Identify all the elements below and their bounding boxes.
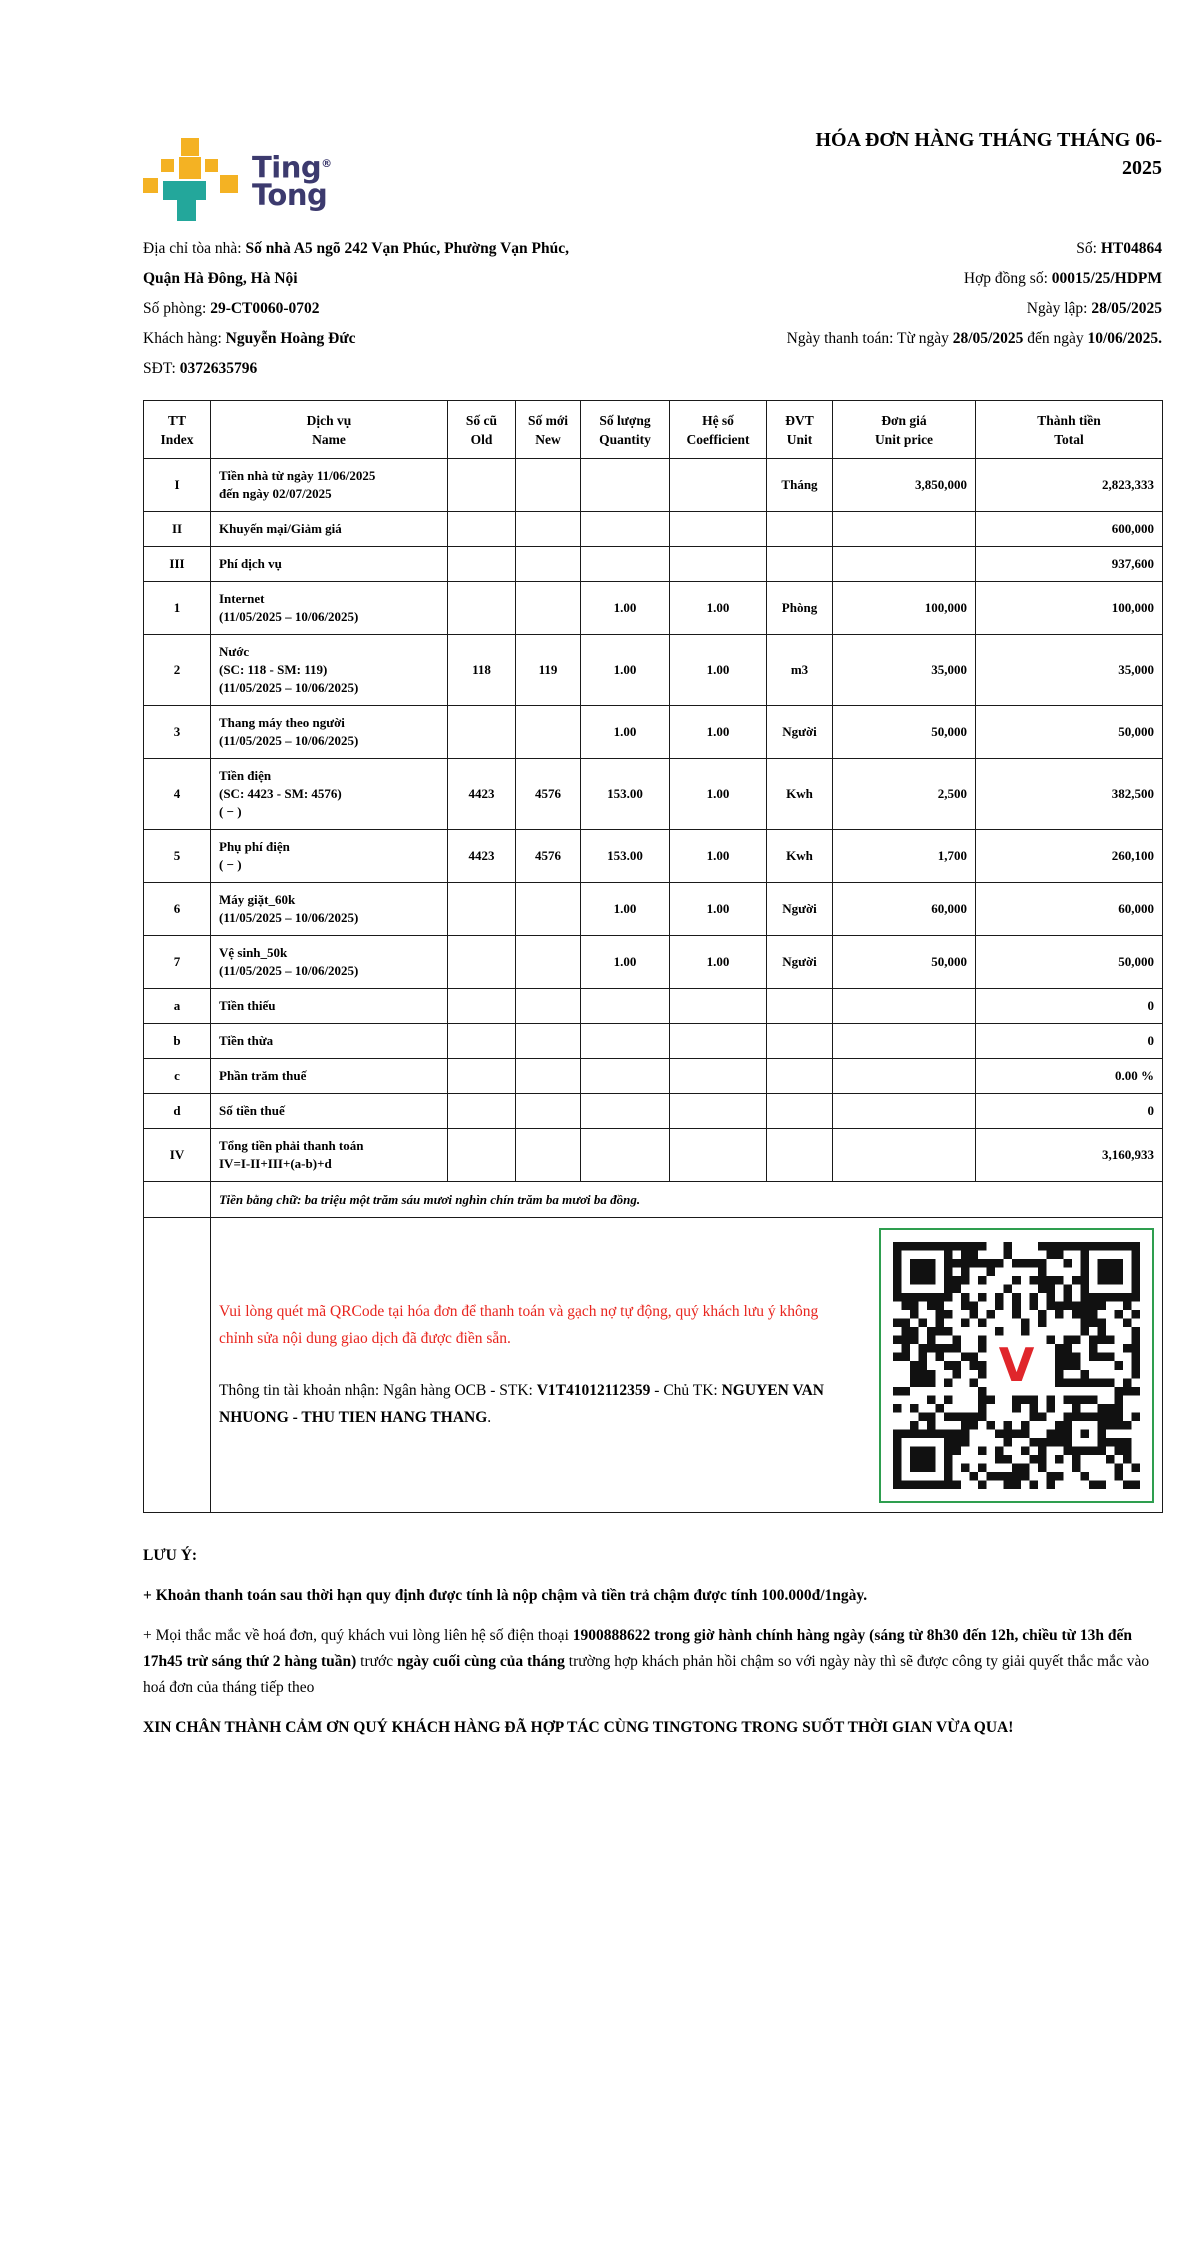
cell-unit-price [833,1024,976,1059]
cell-unit-price: 60,000 [833,883,976,936]
table-row [144,459,1163,512]
cell-quantity [581,1094,670,1129]
cell-old: 118 [448,635,516,706]
cell-new [516,706,581,759]
table-row [144,1059,1163,1094]
cell-name: Tiền nhà từ ngày 11/06/2025 đến ngày 02/07/2025 [211,459,448,512]
cell-index: IV [144,1129,211,1182]
cell-index: d [144,1094,211,1129]
cell-index [144,1218,211,1513]
cell-quantity [581,1129,670,1182]
cell-quantity: 1.00 [581,883,670,936]
cell-quantity: 1.00 [581,706,670,759]
table-row [144,883,1163,936]
cell-unit-price: 35,000 [833,635,976,706]
registered-mark: ® [321,157,332,170]
cell-old [448,582,516,635]
cell-index: III [144,547,211,582]
invoice-title [722,126,1162,182]
cell-index: 5 [144,830,211,883]
table-row [144,582,1163,635]
cell-name: Phần trăm thuế [211,1059,448,1094]
cell-new [516,883,581,936]
cell-total: 50,000 [976,706,1163,759]
footer-notes [143,1543,1162,1741]
info-line: Số phòng: 29-CT0060-0702 [143,300,320,317]
cell-coefficient [670,1129,767,1182]
cell-name: Tiền điện (SC: 4423 - SM: 4576) ( − ) [211,759,448,830]
table-row [144,830,1163,883]
cell-unit [767,1094,833,1129]
v-logo-icon: V [998,1338,1035,1392]
cell-index: a [144,989,211,1024]
cell-index: b [144,1024,211,1059]
cell-name: Nước (SC: 118 - SM: 119) (11/05/2025 – 10/06/2025) [211,635,448,706]
cell-total: 382,500 [976,759,1163,830]
column-header: Hệ số Coefficient [670,401,767,459]
column-header: ĐVT Unit [767,401,833,459]
table-header-row [144,401,1163,459]
table-row [144,706,1163,759]
table-row [144,1024,1163,1059]
table-row [144,1094,1163,1129]
text-line: 2025 [1122,157,1162,179]
table-row [144,759,1163,830]
notes-heading: LƯU Ý: [143,1547,198,1564]
cell-quantity: 153.00 [581,830,670,883]
cell-unit: Phòng [767,582,833,635]
cell-new [516,512,581,547]
cell-quantity [581,459,670,512]
cell-coefficient [670,459,767,512]
cell-name: Tổng tiền phải thanh toán IV=I-II+III+(a-b)+d [211,1129,448,1182]
cell-unit [767,512,833,547]
cell-coefficient [670,1059,767,1094]
cell-new: 119 [516,635,581,706]
cell-name: Internet (11/05/2025 – 10/06/2025) [211,582,448,635]
cell-unit-price [833,1059,976,1094]
invoice-meta [672,234,1162,384]
cell-coefficient [670,989,767,1024]
cell-unit: Kwh [767,830,833,883]
cell-old [448,1129,516,1182]
cell-total: 260,100 [976,830,1163,883]
cell-coefficient: 1.00 [670,883,767,936]
cell-name: Thang máy theo người (11/05/2025 – 10/06/2025) [211,706,448,759]
tingtong-pixel-arrow-icon [143,138,239,222]
invoice-info [143,234,1162,384]
account-info-text: Thông tin tài khoản nhận: Ngân hàng OCB - STK: V1T41012112359 - Chủ TK: NGUYEN VAN NHUONG - THU TIEN HANG THANG. [219,1382,824,1426]
cell-new [516,989,581,1024]
info-line: Địa chỉ tòa nhà: Số nhà A5 ngõ 242 Vạn Phúc, Phường Vạn Phúc, [143,240,569,257]
cell-unit-price: 50,000 [833,936,976,989]
cell-index: c [144,1059,211,1094]
cell-unit-price [833,1129,976,1182]
cell-unit: Người [767,706,833,759]
cell-total: 0 [976,1024,1163,1059]
cell-quantity [581,547,670,582]
cell-quantity [581,1024,670,1059]
charges-table [143,400,1163,1513]
cell-index: I [144,459,211,512]
cell-old: 4423 [448,759,516,830]
cell-new [516,936,581,989]
cell-unit: m3 [767,635,833,706]
cell-name: Phụ phí điện ( − ) [211,830,448,883]
payment-qr-code [879,1228,1154,1503]
info-line: SĐT: 0372635796 [143,360,258,377]
cell-old [448,989,516,1024]
cell-quantity: 1.00 [581,635,670,706]
table-row [144,1129,1163,1182]
cell-new [516,1129,581,1182]
cell-new [516,1024,581,1059]
cell-new [516,1094,581,1129]
cell-unit-price [833,1094,976,1129]
cell-index: 4 [144,759,211,830]
cell-unit: Người [767,883,833,936]
cell-index: 7 [144,936,211,989]
info-line: Ngày thanh toán: Từ ngày 28/05/2025 đến ngày 10/06/2025. [786,330,1162,347]
cell-unit: Tháng [767,459,833,512]
cell-name: Tiền thừa [211,1024,448,1059]
logo-wordmark: Ting® Tong [252,150,332,212]
cell-index: 1 [144,582,211,635]
cell-new [516,582,581,635]
note-late-payment: + Khoản thanh toán sau thời hạn quy định được tính là nộp chậm và tiền trả chậm được tính 100.000đ/1ngày. [143,1587,868,1604]
cell-name: Khuyến mại/Giảm giá [211,512,448,547]
column-header: Số lượng Quantity [581,401,670,459]
note-hotline: + Mọi thắc mắc về hoá đơn, quý khách vui lòng liên hệ số điện thoại 1900888622 trong giờ hành chính hàng ngày (sáng từ 8h30 đến 12h, chiều từ 13h đến 17h45 trừ sáng thứ 2 hàng tuần) trước ngày cuối cùng của tháng trường hợp khách phản hồi chậm so với ngày này thì sẽ được công ty giải quyết thắc mắc vào hoá đơn của tháng tiếp theo [143,1627,1150,1696]
tingtong-logo [143,138,332,222]
cell-new [516,1059,581,1094]
cell-unit-price: 50,000 [833,706,976,759]
cell-new: 4576 [516,830,581,883]
info-line: Quận Hà Đông, Hà Nội [143,270,298,287]
cell-coefficient: 1.00 [670,706,767,759]
cell-old [448,883,516,936]
table-row [144,512,1163,547]
cell-name: Phí dịch vụ [211,547,448,582]
cell-unit [767,989,833,1024]
cell-old [448,459,516,512]
cell-quantity: 153.00 [581,759,670,830]
cell-coefficient: 1.00 [670,635,767,706]
info-line: Số: HT04864 [1076,240,1162,257]
cell-old [448,547,516,582]
column-header: Thành tiền Total [976,401,1163,459]
cell-old [448,512,516,547]
cell-old [448,1024,516,1059]
cell-old: 4423 [448,830,516,883]
cell-total: 937,600 [976,547,1163,582]
column-header: Dịch vụ Name [211,401,448,459]
closing-thanks: XIN CHÂN THÀNH CẢM ƠN QUÝ KHÁCH HÀNG ĐÃ HỢP TÁC CÙNG TINGTONG TRONG SUỐT THỜI GIAN VỪA QUA! [143,1719,1014,1736]
payment-instructions [219,1299,827,1431]
header [143,0,1162,222]
cell-unit-price: 100,000 [833,582,976,635]
cell-unit-price: 1,700 [833,830,976,883]
cell-quantity [581,989,670,1024]
cell-total: 50,000 [976,936,1163,989]
cell-coefficient: 1.00 [670,936,767,989]
info-line: Hợp đồng số: 00015/25/HDPM [963,270,1162,287]
cell-old [448,936,516,989]
cell-total: 600,000 [976,512,1163,547]
table-row [144,989,1163,1024]
column-header: Đơn giá Unit price [833,401,976,459]
cell-total: 2,823,333 [976,459,1163,512]
table-row [144,635,1163,706]
info-line: Ngày lập: 28/05/2025 [1026,300,1162,317]
cell-new [516,459,581,512]
amount-in-words-row [144,1182,1163,1218]
table-row [144,936,1163,989]
cell-name: Máy giặt_60k (11/05/2025 – 10/06/2025) [211,883,448,936]
cell-unit: Kwh [767,759,833,830]
cell-coefficient [670,1024,767,1059]
cell-new: 4576 [516,759,581,830]
cell-coefficient: 1.00 [670,582,767,635]
cell-total: 0 [976,989,1163,1024]
cell-quantity [581,1059,670,1094]
cell-new [516,547,581,582]
payment-cell [211,1218,1163,1513]
table-row [144,547,1163,582]
cell-coefficient [670,512,767,547]
column-header: Số cũ Old [448,401,516,459]
cell-index: 6 [144,883,211,936]
cell-coefficient: 1.00 [670,759,767,830]
cell-index: II [144,512,211,547]
cell-quantity: 1.00 [581,936,670,989]
text-line: HÓA ĐƠN HÀNG THÁNG THÁNG 06- [815,129,1162,151]
cell-unit [767,1129,833,1182]
cell-name: Số tiền thuế [211,1094,448,1129]
cell-unit-price [833,989,976,1024]
cell-coefficient [670,547,767,582]
qr-row [144,1218,1163,1513]
cell-index [144,1182,211,1218]
cell-quantity [581,512,670,547]
cell-unit-price: 2,500 [833,759,976,830]
cell-unit-price: 3,850,000 [833,459,976,512]
cell-total: 35,000 [976,635,1163,706]
column-header: TT Index [144,401,211,459]
cell-unit [767,1024,833,1059]
column-header: Số mới New [516,401,581,459]
cell-total: 0.00 % [976,1059,1163,1094]
cell-unit [767,1059,833,1094]
customer-info [143,234,668,384]
cell-name: Tiền thiếu [211,989,448,1024]
cell-unit-price [833,512,976,547]
cell-quantity: 1.00 [581,582,670,635]
qr-center-logo [989,1336,1045,1394]
cell-unit-price [833,547,976,582]
cell-old [448,706,516,759]
cell-unit [767,547,833,582]
info-line: Khách hàng: Nguyễn Hoàng Đức [143,330,356,347]
amount-in-words: Tiền bằng chữ: ba triệu một trăm sáu mươi nghìn chín trăm ba mươi ba đồng. [211,1182,1163,1218]
cell-name: Vệ sinh_50k (11/05/2025 – 10/06/2025) [211,936,448,989]
qr-warning-text: Vui lòng quét mã QRCode tại hóa đơn để thanh toán và gạch nợ tự động, quý khách lưu ý không chỉnh sửa nội dung giao dịch đã được điền sẵn. [219,1303,819,1347]
cell-coefficient [670,1094,767,1129]
cell-total: 0 [976,1094,1163,1129]
cell-old [448,1094,516,1129]
cell-index: 3 [144,706,211,759]
cell-index: 2 [144,635,211,706]
cell-total: 3,160,933 [976,1129,1163,1182]
cell-coefficient: 1.00 [670,830,767,883]
cell-old [448,1059,516,1094]
cell-total: 60,000 [976,883,1163,936]
cell-total: 100,000 [976,582,1163,635]
cell-unit: Người [767,936,833,989]
